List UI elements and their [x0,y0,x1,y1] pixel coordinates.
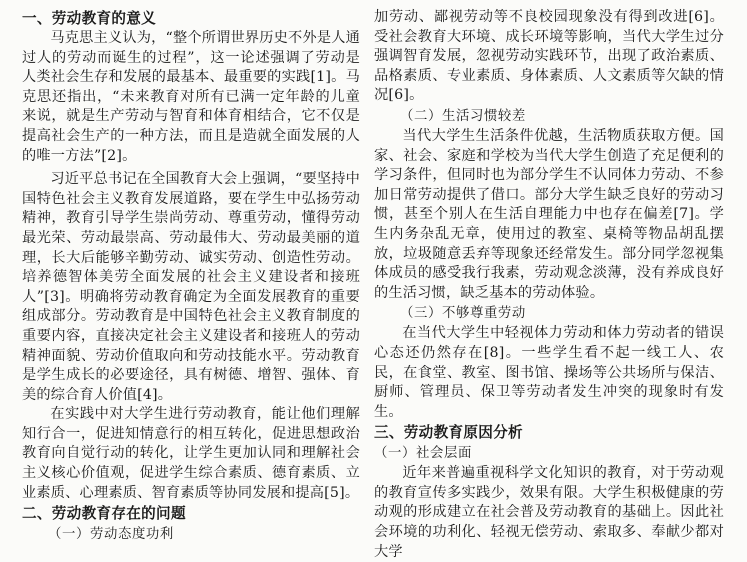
subheading-utilitarian-attitude: （一）劳动态度功利 [48,527,174,543]
paragraph-social-level: 近年来普遍重视科学文化知识的教育，对于劳动观的教育宣传多实践少，效果有限。大学生积极健康的劳动观的形成建立在社会普及劳动教育的基础上。因此社会环境的功利化、轻视无偿劳动、索取多、奉献少都对大学 [374,465,724,560]
paragraph-xi-jinping: 习近平总书记在全国教育大会上强调，“要坚持中国特色社会主义教育发展道路，要在学生中弘扬劳动精神，教育引导学生崇尚劳动、尊重劳动，懂得劳动最光荣、劳动最崇高、劳动最伟大、劳动最美丽的道理，长大后能够辛勤劳动、诚实劳动、创造性劳动。培养德智体美劳全面发展的社会主义建设者和接班人”[3]。明确将劳动教育确定为全面发展教育的重要组成部分。劳动教育是中国特色社会主义教育制度的重要内容，直接决定社会主义建设者和接班人的劳动精神面貌、劳动价值取向和劳动技能水平。劳动教育是学生成长的必要途径，具有树德、增智、强体、育美的综合育人价值[4]。 [22,171,360,403]
subheading-social-level: （一）社会层面 [374,446,472,462]
paragraph-living-habits: 当代大学生生活条件优越，生活物质获取方便。国家、社会、家庭和学校为当代大学生创造了充足便利的学习条件，但同时也为部分学生不认同体力劳动、不参加日常劳动提供了借口。部分大学生缺乏良好的劳动习惯，甚至个别人在生活自理能力中也存在偏差[7]。学生内务杂乱无章，使用过的教室、桌椅等物品胡乱摆放，垃圾随意丢弃等现象还经常发生。部分同学忽视集体成员的感受我行我素，劳动观念淡薄，没有养成良好的生活习惯，缺乏基本的劳动体验。 [374,127,724,301]
section-heading-causes: 三、劳动教育原因分析 [374,424,523,442]
paragraph-continued: 加劳动、鄙视劳动等不良校园现象没有得到改进[6]。受社会教育大环境、成长环境等影响，当代大学生过分强调智育发展，忽视劳动实践环节，出现了政治素质、品格素质、专业素质、身体素质、人文素质等欠缺的情况[6]。 [374,9,724,104]
paragraph-practice: 在实践中对大学生进行劳动教育，能让他们理解知行合一，促进知情意行的相互转化，促进思想政治教育向自觉行动的转化，让学生更加认同和理解社会主义核心价值观，促进学生综合素质、德育素质、立业素质、心理素质、智育素质等协同发展和提高[5]。 [22,406,360,501]
subheading-disrespect-labor: （三）不够尊重劳动 [400,306,526,322]
paragraph-disrespect: 在当代大学生中轻视体力劳动和体力劳动者的错误心态还仍然存在[8]。一些学生看不起一线工人、农民，在食堂、教室、图书馆、操场等公共场所与保洁、厨师、管理员、保卫等劳动者发生冲突的现象时有发生。 [374,325,724,420]
left-column [22,8,360,545]
section-heading-problems: 二、劳动教育存在的问题 [22,505,186,523]
subheading-poor-habits: （二）生活习惯较差 [400,108,526,124]
section-heading-meaning: 一、劳动教育的意义 [22,10,157,27]
right-column [374,8,724,562]
paragraph-marxism: 马克思主义认为，“整个所谓世界历史不外是人通过人的劳动而诞生的过程”，这一论述强调了劳动是人类社会生存和发展的最基本、最重要的实践[1]。马克思还指出，“未来教育对所有已满一定年龄的儿童来说，就是生产劳动与智育和体育相结合，它不仅是提高社会生产的一种方法，而且是造就全面发展的人的唯一方法”[2]。 [22,30,360,164]
